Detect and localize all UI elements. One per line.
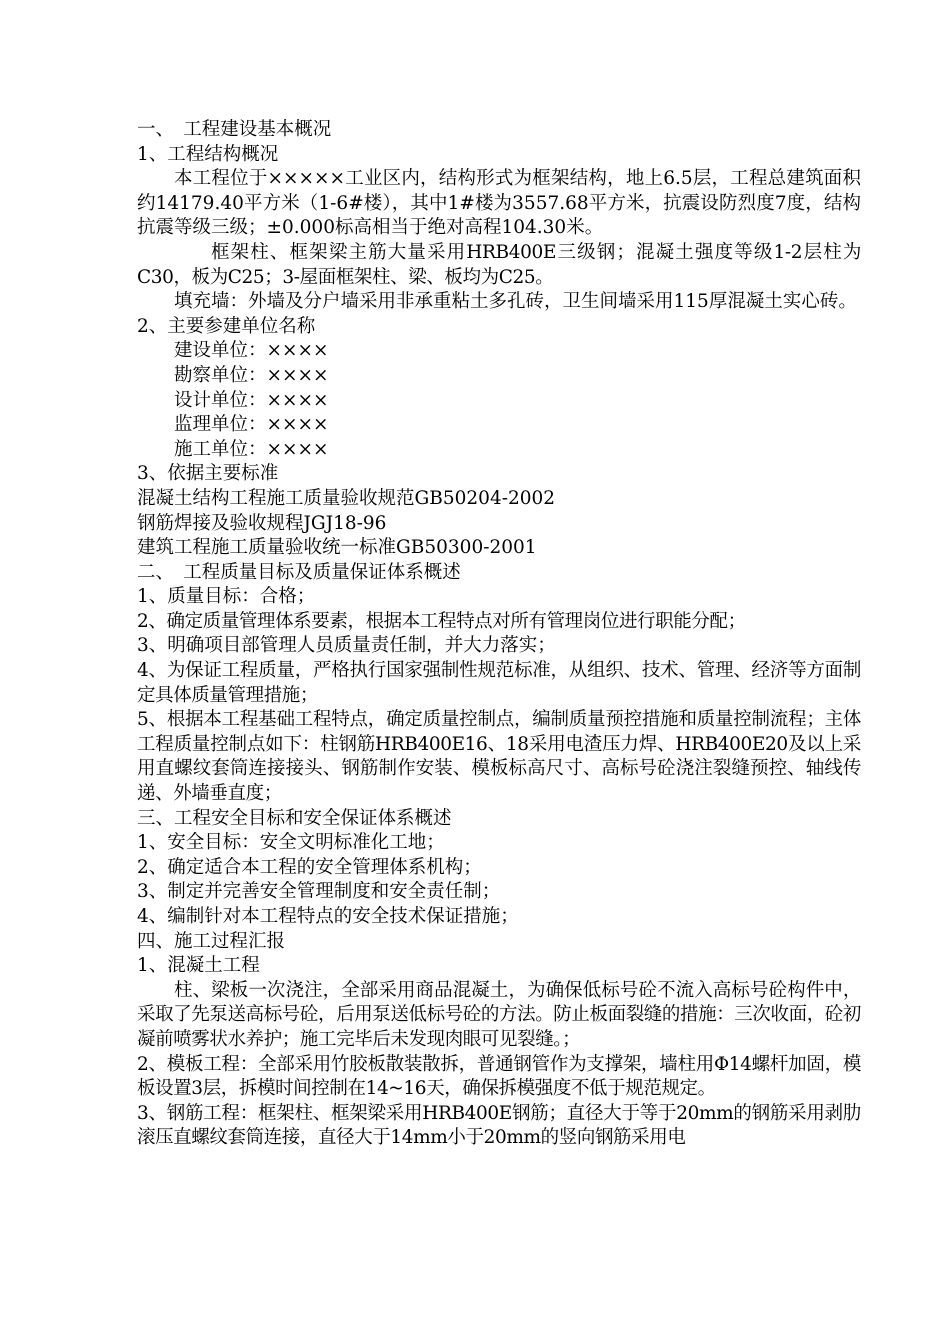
list-item: 3、制定并完善安全管理制度和安全责任制；: [137, 881, 501, 903]
subsection-title: 2、主要参建单位名称: [137, 315, 316, 337]
list-item: 2、确定适合本工程的安全管理体系机构；: [137, 856, 482, 878]
unit-item: 监理单位：××××: [174, 414, 329, 436]
unit-item: 施工单位：××××: [174, 438, 329, 460]
document-body: [137, 118, 861, 1151]
section-heading-1: 一、 工程建设基本概况: [137, 119, 332, 140]
paragraph: 柱、梁板一次浇注，全部采用商品混凝土，为确保低标号砼不流入高标号砼构件中，采取了先泵送高标号砼，后用泵送低标号砼的方法。防止板面裂缝的措施：三次收面，砼初凝前喷雾状水养护；施工完毕后未发现肉眼可见裂缝。；: [137, 979, 862, 1050]
paragraph: 框架柱、框架梁主筋大量采用HRB400E三级钢；混凝土强度等级1-2层柱为C30，板为C25；3-屋面框架柱、梁、板均为C25。: [137, 241, 861, 288]
section-heading-4: 四、施工过程汇报: [137, 930, 286, 952]
subsection-title: 1、混凝土工程: [137, 955, 260, 977]
subsection-title: 3、依据主要标准: [137, 463, 279, 485]
unit-item: 设计单位：××××: [174, 389, 329, 411]
list-item: 4、编制针对本工程特点的安全技术保证措施；: [137, 906, 519, 927]
paragraph: 2、模板工程：全部采用竹胶板散装散拆，普通钢管作为支撑架，墙柱用Φ14螺杆加固，模板设置3层，拆模时间控制在14~16天，确保拆模强度不低于规范规定。: [137, 1053, 861, 1100]
section-heading-2: 二、 工程质量目标及质量保证体系概述: [137, 561, 461, 583]
unit-item: 勘察单位：××××: [174, 364, 329, 386]
subsection-title: 1、工程结构概况: [137, 143, 279, 165]
list-item: 1、安全目标：安全文明标准化工地；: [137, 832, 445, 854]
paragraph: 填充墙：外墙及分户墙采用非承重粘土多孔砖，卫生间墙采用115厚混凝土实心砖。: [174, 291, 857, 313]
standard-item: 建筑工程施工质量验收统一标准GB50300-2001: [137, 537, 537, 559]
paragraph: 3、钢筋工程：框架柱、框架梁采用HRB400E钢筋；直径大于等于20mm的钢筋采用剥肋滚压直螺纹套筒连接，直径大于14mm小于20mm的竖向钢筋采用电: [137, 1102, 861, 1149]
paragraph: 本工程位于×××××工业区内，结构形式为框架结构，地上6.5层，工程总建筑面积约14179.40平方米（1-6#楼），其中1#楼为3557.68平方米，抗震设防烈度7度，结构抗震等级三级；±0.000标高相当于绝对高程104.30米。: [137, 168, 861, 239]
section-heading-3: 三、工程安全目标和安全保证体系概述: [137, 807, 452, 829]
list-item: 1、质量目标：合格；: [137, 586, 316, 608]
list-item: 4、为保证工程质量，严格执行国家强制性规范标准，从组织、技术、管理、经济等方面制定具体质量管理措施；: [137, 660, 861, 706]
list-item: 2、确定质量管理体系要素，根据本工程特点对所有管理岗位进行职能分配；: [137, 610, 746, 632]
standard-item: 钢筋焊接及验收规程JGJ18-96: [137, 512, 387, 534]
unit-item: 建设单位：××××: [174, 340, 329, 362]
standard-item: 混凝土结构工程施工质量验收规范GB50204-2002: [137, 487, 556, 509]
list-item: 5、根据本工程基础工程特点，确定质量控制点，编制质量预控措施和质量控制流程；主体工程质量控制点如下：柱钢筋HRB400E16、18采用电渣压力焊、HRB400E20及以上采用直螺纹套筒连接接头、钢筋制作安装、模板标高尺寸、高标号砼浇注裂缝预控、轴线传递、外墙垂直度；: [137, 709, 861, 805]
list-item: 3、明确项目部管理人员质量责任制，并大力落实；: [137, 635, 556, 657]
